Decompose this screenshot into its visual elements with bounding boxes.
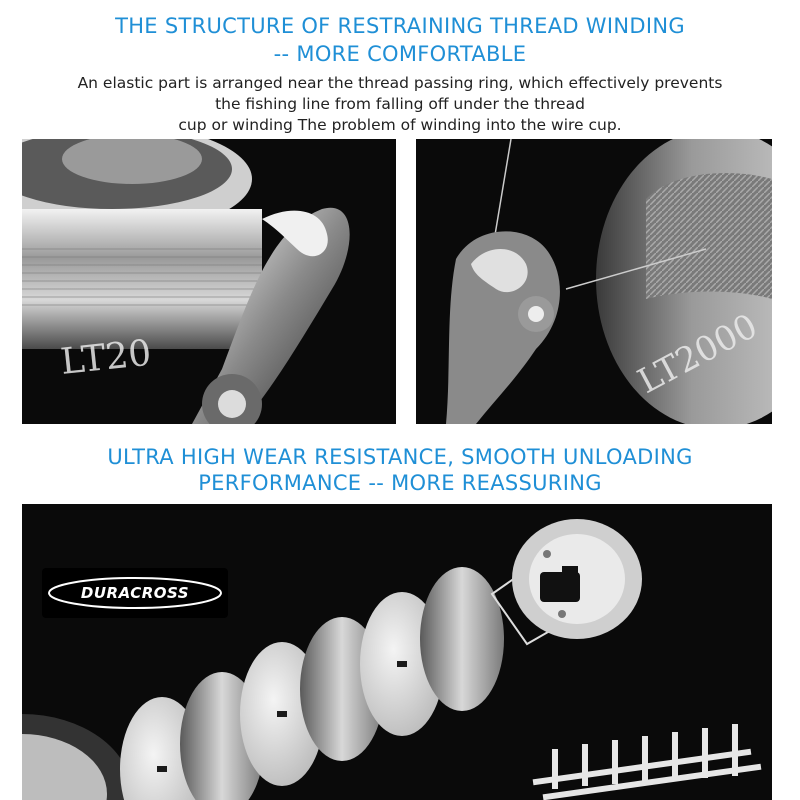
reel-spool-photo-left: [22, 139, 396, 424]
section1-desc-line3: cup or winding The problem of winding into the wire cup.: [178, 116, 622, 134]
section1-desc-line1: An elastic part is arranged near the thread passing ring, which effectively prevents: [77, 74, 723, 92]
section1-desc-line2: the fishing line from falling off under the thread: [215, 95, 585, 113]
section1-title-line1: THE STRUCTURE OF RESTRAINING THREAD WINDING: [115, 14, 685, 38]
duracross-logo: [42, 568, 228, 618]
line-roller-illustration-right: [416, 139, 772, 424]
left-spool-label: LT20: [58, 332, 154, 383]
logo-text: DURACROSS: [80, 584, 190, 602]
reel-spool-illustration-left: [22, 139, 396, 424]
section2-title-line2: PERFORMANCE -- MORE REASSURING: [198, 471, 602, 495]
right-spool-label: LT2000: [631, 306, 765, 402]
drag-washers-photo: [22, 504, 772, 800]
section1-title-line2: -- MORE COMFORTABLE: [273, 42, 527, 66]
drag-washer-stack-illustration: [22, 504, 772, 800]
line-roller-photo-right: [416, 139, 772, 424]
section2-title-line1: ULTRA HIGH WEAR RESISTANCE, SMOOTH UNLOADING: [107, 445, 693, 469]
